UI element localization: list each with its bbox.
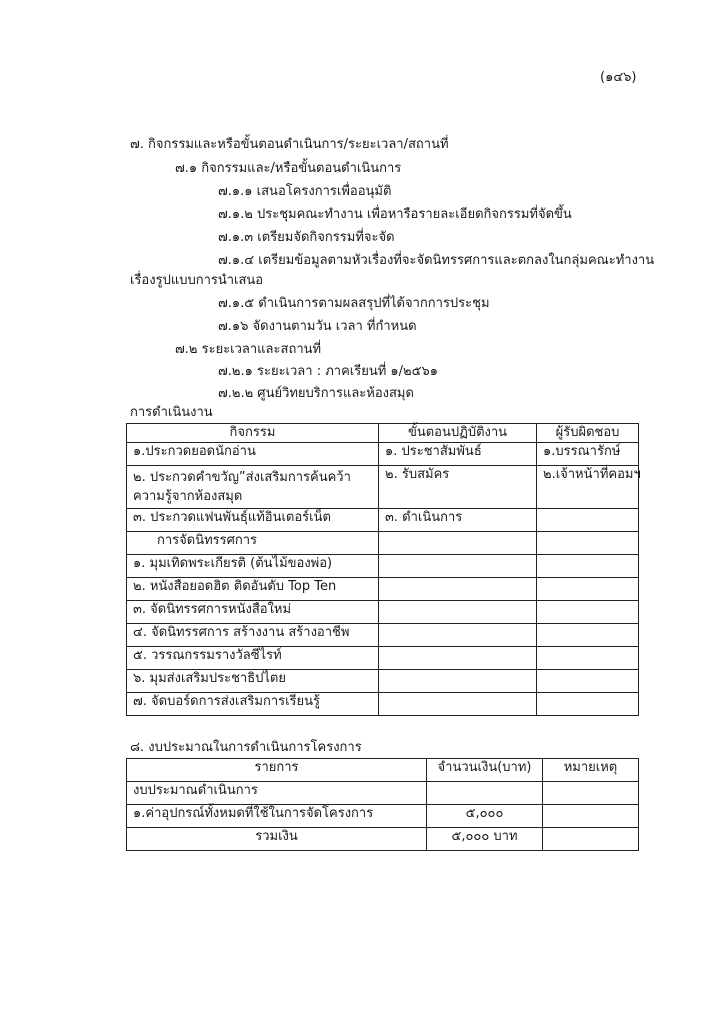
activity-cell: การจัดนิทรรศการ xyxy=(127,532,379,555)
responsible-cell xyxy=(537,647,639,670)
responsible-cell: ๒.เจ้าหน้าที่คอมฯ xyxy=(537,466,639,509)
procedure-cell: ๓. ดำเนินการ xyxy=(379,509,537,532)
section7-item-4: ๗.๑.๔ เตรียมข้อมูลตามหัวเรื่องที่จะจัดนิทรรศการและตกลงในกลุ่มคณะทำงาน xyxy=(218,253,655,268)
activity-cell: ๑. มุมเทิดพระเกียรติ (ต้นไม้ของพ่อ) xyxy=(127,555,379,578)
table-row xyxy=(127,532,639,555)
procedure-cell: ๒. รับสมัคร xyxy=(379,466,537,509)
header-amount: จำนวนเงิน(บาท) xyxy=(427,759,543,782)
table-row xyxy=(127,555,639,578)
procedure-cell xyxy=(379,670,537,693)
procedure-cell xyxy=(379,601,537,624)
activity-cell: ๓. ประกวดแฟนพันธุ์แท้อินเตอร์เน็ต xyxy=(127,509,379,532)
header-responsible: ผู้รับผิดชอบ xyxy=(537,424,639,443)
section7-item-2: ๗.๑.๒ ประชุมคณะทำงาน เพื่อหารือรายละเอียดกิจกรรมที่จัดขึ้น xyxy=(218,207,572,222)
section7-item-4-continuation: เรื่องรูปแบบการนำเสนอ xyxy=(130,273,264,288)
table-row xyxy=(127,693,639,716)
activity-cell: ๕. วรรณกรรมรางวัลซีไรท์ xyxy=(127,647,379,670)
operation-table xyxy=(126,423,639,716)
header-item: รายการ xyxy=(127,759,427,782)
budget-item-cell: งบประมาณดำเนินการ xyxy=(127,782,427,805)
budget-table xyxy=(126,758,639,851)
section7-2-2: ๗.๒.๒ ศูนย์วิทยบริการและห้องสมุด xyxy=(218,386,414,401)
responsible-cell xyxy=(537,693,639,716)
responsible-cell xyxy=(537,509,639,532)
table-row xyxy=(127,647,639,670)
table-row xyxy=(127,509,639,532)
activity-cell: ๑.ประกวดยอดนักอ่าน xyxy=(127,443,379,466)
responsible-cell xyxy=(537,555,639,578)
responsible-cell xyxy=(537,624,639,647)
procedure-cell xyxy=(379,647,537,670)
budget-note-cell xyxy=(543,782,639,805)
section7-item-6: ๗.๑๖ จัดงานตามวัน เวลา ที่กำหนด xyxy=(218,319,417,334)
table-row xyxy=(127,466,639,509)
total-label: รวมเงิน xyxy=(127,828,427,851)
procedure-cell xyxy=(379,693,537,716)
activity-cell: ๔. จัดนิทรรศการ สร้างงาน สร้างอาชีพ xyxy=(127,624,379,647)
responsible-cell xyxy=(537,670,639,693)
header-procedure: ขั้นตอนปฏิบัติงาน xyxy=(379,424,537,443)
total-note xyxy=(543,828,639,851)
procedure-cell xyxy=(379,532,537,555)
table-header-row xyxy=(127,424,639,443)
table-row xyxy=(127,443,639,466)
budget-item-cell: ๑.ค่าอุปกรณ์ทั้งหมดที่ใช้ในการจัดโครงการ xyxy=(127,805,427,828)
section7-2-heading: ๗.๒ ระยะเวลาและสถานที่ xyxy=(175,342,322,357)
header-note: หมายเหตุ xyxy=(543,759,639,782)
section7-title: ๗. กิจกรรมและหรือขั้นตอนดำเนินการ/ระยะเวลา/สถานที่ xyxy=(130,137,449,152)
budget-header-row xyxy=(127,759,639,782)
procedure-cell xyxy=(379,624,537,647)
total-value: ๕,๐๐๐ บาท xyxy=(427,828,543,851)
responsible-cell xyxy=(537,601,639,624)
section7-item-5: ๗.๑.๕ ดำเนินการตามผลสรุปที่ได้จากการประชุม xyxy=(218,296,490,311)
table-row xyxy=(127,670,639,693)
responsible-cell xyxy=(537,532,639,555)
section8-title: ๘. งบประมาณในการดำเนินการโครงการ xyxy=(130,740,362,755)
procedure-cell xyxy=(379,555,537,578)
activity-cell: ๒. ประกวดคำขวัญ”ส่งเสริมการค้นคว้าความรู้จากห้องสมุด xyxy=(127,466,379,509)
operation-caption: การดำเนินงาน xyxy=(130,405,213,420)
procedure-cell xyxy=(379,578,537,601)
responsible-cell xyxy=(537,578,639,601)
budget-note-cell xyxy=(543,805,639,828)
table-row xyxy=(127,601,639,624)
section7-item-1: ๗.๑.๑ เสนอโครงการเพื่ออนุมัติ xyxy=(218,184,392,199)
section7-item-3: ๗.๑.๓ เตรียมจัดกิจกรรมที่จะจัด xyxy=(218,230,395,245)
section7-2-1: ๗.๒.๑ ระยะเวลา : ภาคเรียนที่ ๑/๒๕๖๑ xyxy=(218,364,438,379)
page-number: (๑๔๖) xyxy=(600,70,637,85)
budget-total-row xyxy=(127,828,639,851)
section7-1-heading: ๗.๑ กิจกรรมและ/หรือขั้นตอนดำเนินการ xyxy=(175,161,402,176)
header-activity: กิจกรรม xyxy=(127,424,379,443)
responsible-cell: ๑.บรรณารักษ์ xyxy=(537,443,639,466)
procedure-cell: ๑. ประชาสัมพันธ์ xyxy=(379,443,537,466)
activity-cell: ๒. หนังสือยอดฮิต ติดอันดับ Top Ten xyxy=(127,578,379,601)
table-row xyxy=(127,805,639,828)
budget-amount-cell xyxy=(427,782,543,805)
table-row xyxy=(127,578,639,601)
activity-cell: ๓. จัดนิทรรศการหนังสือใหม่ xyxy=(127,601,379,624)
table-row xyxy=(127,782,639,805)
budget-amount-cell: ๕,๐๐๐ xyxy=(427,805,543,828)
table-row xyxy=(127,624,639,647)
activity-cell: ๗. จัดบอร์ดการส่งเสริมการเรียนรู้ xyxy=(127,693,379,716)
activity-cell: ๖. มุมส่งเสริมประชาธิปไตย xyxy=(127,670,379,693)
